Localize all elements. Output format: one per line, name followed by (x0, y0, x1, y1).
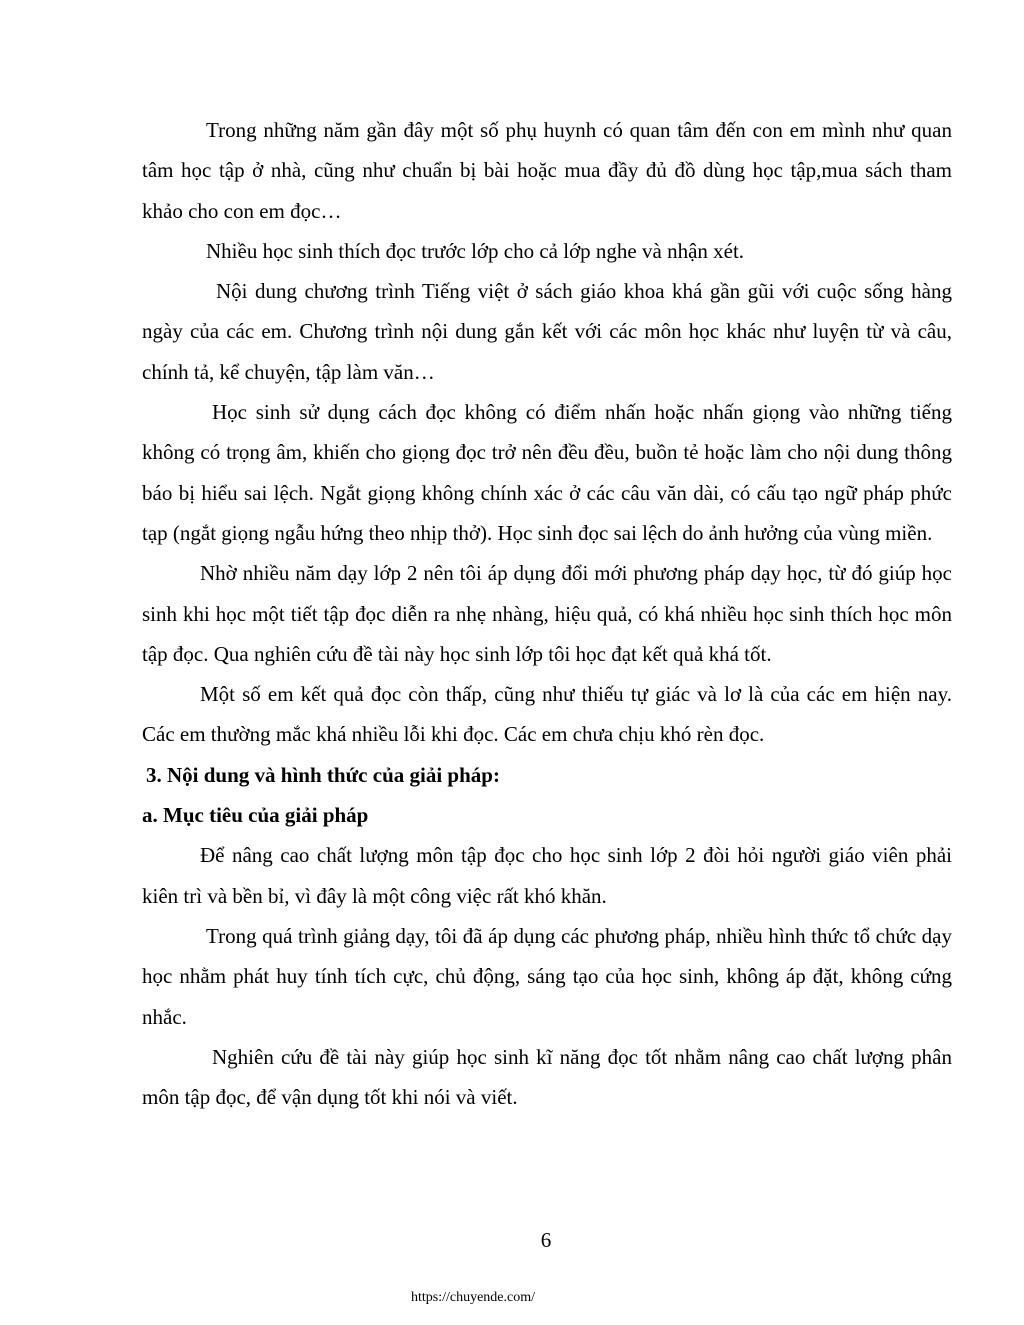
paragraph: Nội dung chương trình Tiếng việt ở sách giáo khoa khá gần gũi với cuộc sống hàng ngày của các em. Chương trình nội dung gắn kết với các môn học khác như luyện từ và câu, chính tả, kể chuyện, tập làm văn… (142, 279, 952, 384)
document-body (142, 110, 952, 1117)
paragraph: Trong những năm gần đây một số phụ huynh có quan tâm đến con em mình như quan tâm học tập ở nhà, cũng như chuẩn bị bài hoặc mua đầy đủ đồ dùng học tập,mua sách tham khảo cho con em đọc… (142, 118, 952, 223)
paragraph: Học sinh sử dụng cách đọc không có điểm nhấn hoặc nhấn giọng vào những tiếng không có trọng âm, khiến cho giọng đọc trở nên đều đều, buồn tẻ hoặc làm cho nội dung thông báo bị hiểu sai lệch. Ngắt giọng không chính xác ở các câu văn dài, có cấu tạo ngữ pháp phức tạp (ngắt giọng ngẫu hứng theo nhịp thở). Học sinh đọc sai lệch do ảnh hưởng của vùng miền. (142, 400, 952, 545)
sub-heading: a. Mục tiêu của giải pháp (142, 803, 369, 828)
paragraph: Nhờ nhiều năm dạy lớp 2 nên tôi áp dụng đổi mới phương pháp dạy học, từ đó giúp học sinh khi học một tiết tập đọc diễn ra nhẹ nhàng, hiệu quả, có khá nhiều học sinh thích học môn tập đọc. Qua nghiên cứu đề tài này học sinh lớp tôi học đạt kết quả khá tốt. (142, 561, 952, 666)
page-number: 6 (540, 1228, 552, 1252)
section-heading: 3. Nội dung và hình thức của giải pháp: (146, 762, 500, 787)
footer-url[interactable]: https://chuyende.com/ (410, 1290, 536, 1305)
paragraph: Trong quá trình giảng dạy, tôi đã áp dụng các phương pháp, nhiều hình thức tổ chức dạy học nhằm phát huy tính tích cực, chủ động, sáng tạo của học sinh, không áp đặt, không cứng nhắc. (142, 923, 952, 1029)
paragraph: Nghiên cứu đề tài này giúp học sinh kĩ năng đọc tốt nhằm nâng cao chất lượng phân môn tập đọc, để vận dụng tốt khi nói và viết. (142, 1044, 952, 1110)
paragraph: Nhiều học sinh thích đọc trước lớp cho cả lớp nghe và nhận xét. (206, 238, 745, 263)
paragraph: Một số em kết quả đọc còn thấp, cũng như thiếu tự giác và lơ là của các em hiện nay. Các em thường mắc khá nhiều lỗi khi đọc. Các em chưa chịu khó rèn đọc. (142, 682, 952, 747)
paragraph: Để nâng cao chất lượng môn tập đọc cho học sinh lớp 2 đòi hỏi người giáo viên phải kiên trì và bền bỉ, vì đây là một công việc rất khó khăn. (142, 843, 952, 908)
